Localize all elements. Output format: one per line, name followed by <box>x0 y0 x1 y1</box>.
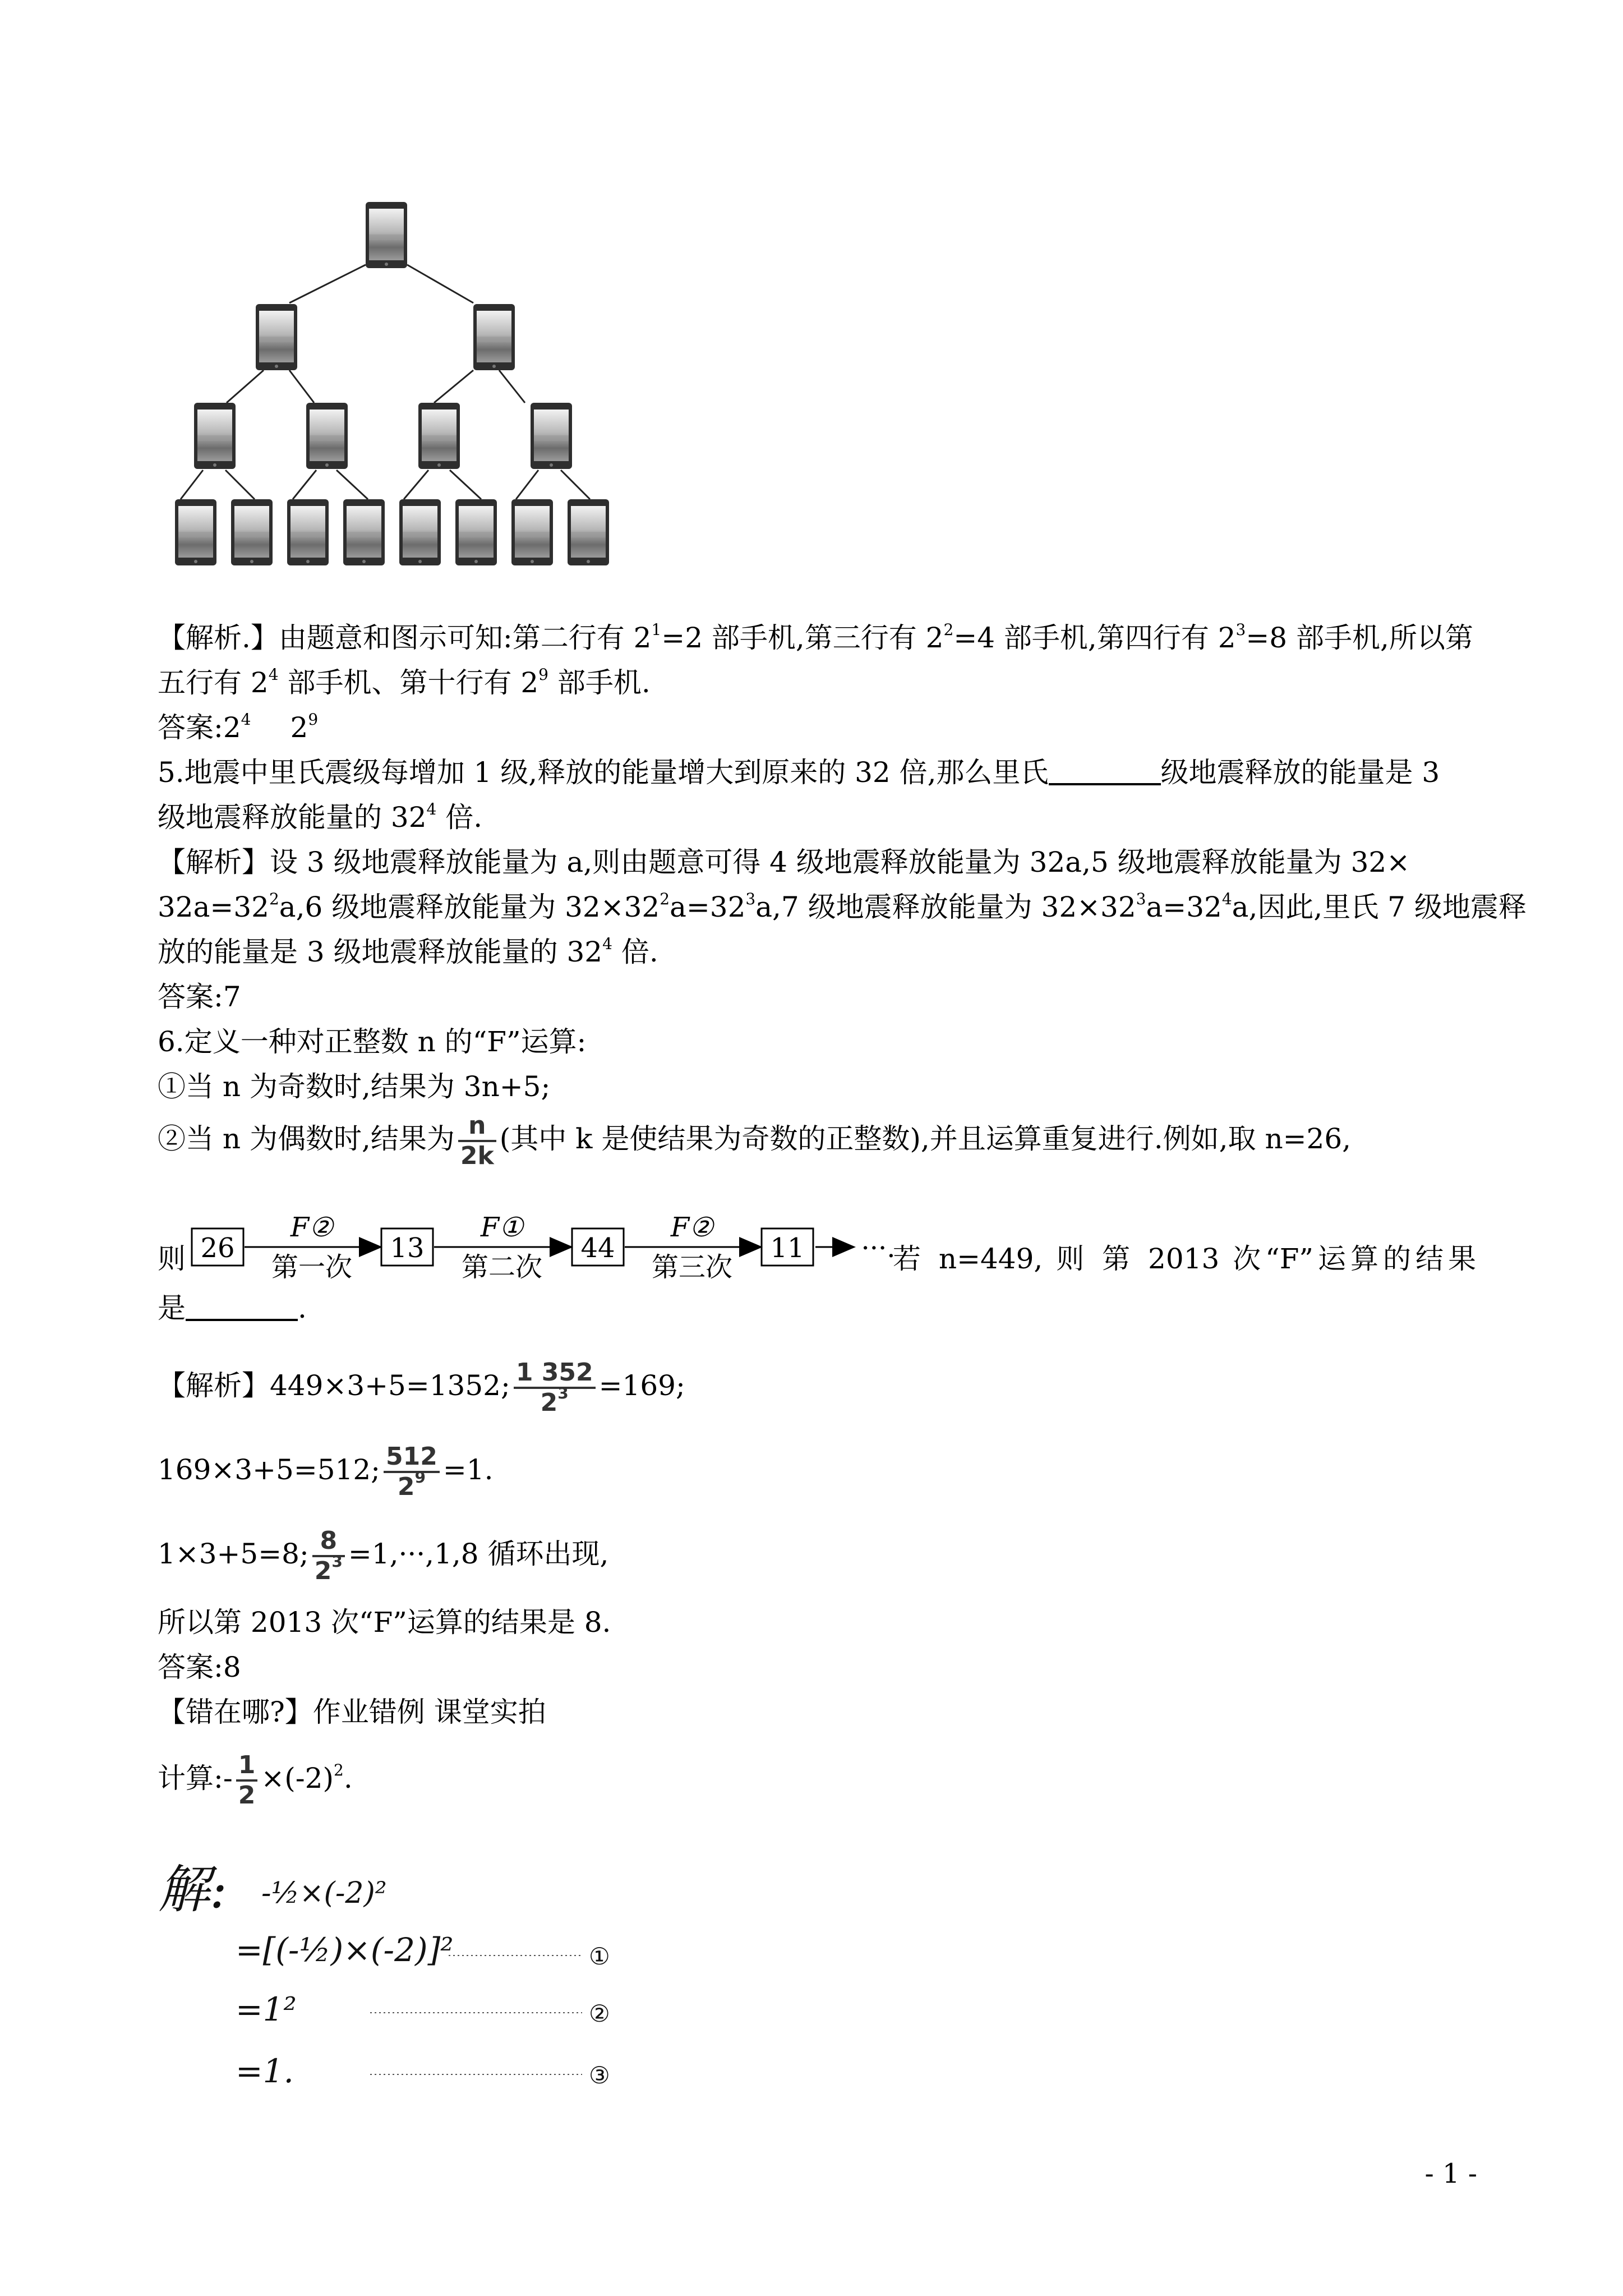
q6-rule-2: ②当 n 为偶数时,结果为 $\frac{n}{2k}$ (其中 k 是使结果为奇数的正整数),并且运算重复进行.例如,取 n=26, <box>158 1111 1352 1170</box>
fraction-one-half: $\frac{1}{2}$ <box>236 1751 258 1810</box>
q5-question-line-2: 级地震释放能量的 $32^4$ 倍. <box>158 800 483 834</box>
q6-analysis-line-2: 169×3+5=512; $\frac{512}{2^9}$ =1. <box>158 1442 494 1501</box>
q5-analysis-line-2: $32a=32^2a,6$ 级地震释放能量为 $32\times 32^2a=32^3a,7$ 级地震释放能量为 $32\times 32^3a=32^4a$,因此,里氏 7 级地震释 <box>158 890 1527 923</box>
q4-analysis-line-1: 【解析.】由题意和图示可知:第二行有 $2^1=2$ 部手机,第三行有 $2^2=4$ 部手机,第四行有 $2^3=8$ 部手机,所以第 <box>158 620 1473 654</box>
step-marker-2: ② <box>589 2000 610 2027</box>
flow-value-2: 13 <box>390 1232 425 1264</box>
flow-value-4: 11 <box>770 1232 805 1264</box>
q5-answer-blank <box>1049 758 1161 785</box>
flow-step-3: 第三次 <box>651 1251 733 1283</box>
q6-analysis-line-1: 【解析】449×3+5=1352; $\frac{1 352}{2^3}$ =169; <box>158 1358 685 1417</box>
q5-analysis-line-1: 【解析】设 3 级地震释放能量为 a,则由题意可得 4 级地震释放能量为 32a,5 级地震释放能量为 32× <box>158 846 1410 878</box>
fraction-512-over-2-pow-9: $\frac{512}{2^9}$ <box>384 1443 440 1501</box>
flow-ellipsis: ···. <box>861 1232 896 1264</box>
flow-op-1: F② <box>290 1212 334 1243</box>
q6-answer-blank <box>186 1294 298 1321</box>
step-marker-3: ③ <box>589 2062 610 2089</box>
q6-question-tail: 若 n=449, 则 第 2013 次“F”运算的结果 <box>893 1243 1476 1275</box>
handwritten-student-work <box>157 1851 645 2104</box>
q6-analysis-line-4: 所以第 2013 次“F”运算的结果是 8. <box>158 1606 611 1639</box>
flow-op-2: F① <box>480 1212 524 1243</box>
error-calc-prompt: 计算:- $\frac{1}{2}$ $\times(-2)^2$. <box>158 1751 353 1810</box>
handwritten-step-3: =1. <box>236 2052 294 2090</box>
q6-analysis-line-3: 1×3+5=8; $\frac{8}{2^3}$ =1,···,1,8 循环出现, <box>158 1526 609 1585</box>
error-section-heading: 【错在哪?】作业错例 课堂实拍 <box>158 1696 546 1728</box>
flow-step-2: 第二次 <box>461 1251 543 1283</box>
q6-answer: 答案:8 <box>158 1651 241 1683</box>
q5-question-line-1: 5.地震中里氏震级每增加 1 级,释放的能量增大到原来的 32 倍,那么里氏 级地震释放的能量是 3 <box>158 756 1440 789</box>
fraction-8-over-2-cubed: $\frac{8}{2^3}$ <box>312 1527 345 1585</box>
flow-value-3: 44 <box>580 1232 615 1264</box>
flow-step-1: 第一次 <box>271 1251 353 1283</box>
q6-rule-1: ①当 n 为奇数时,结果为 3n+5; <box>158 1070 551 1103</box>
f-operation-flow-diagram <box>191 1189 909 1285</box>
handwritten-expression: -½×(-2)² <box>261 1876 387 1910</box>
handwritten-step-2: =1² <box>236 1990 297 2028</box>
q6-ze: 则 <box>158 1243 186 1275</box>
q5-answer: 答案:7 <box>158 981 241 1013</box>
q6-intro: 6.定义一种对正整数 n 的“F”运算: <box>158 1025 587 1058</box>
q4-answer: 答案$:2^4$ $2^9$ <box>158 710 319 744</box>
handwritten-solve-label: 解: <box>158 1860 227 1920</box>
step-marker-1: ① <box>589 1943 610 1970</box>
q6-question-tail-2: 是 . <box>158 1292 307 1324</box>
fraction-1352-over-2-cubed: $\frac{1 352}{2^3}$ <box>514 1359 596 1417</box>
n-over-2k-fraction: $\frac{n}{2k}$ <box>458 1112 496 1170</box>
q4-analysis-line-2: 五行有 $2^4$ 部手机、第十行有 $2^9$ 部手机. <box>158 665 651 699</box>
q5-analysis-line-3: 放的能量是 3 级地震释放能量的 $32^4$ 倍. <box>158 935 658 968</box>
flow-value-1: 26 <box>200 1232 235 1264</box>
phone-tree-illustration <box>174 202 628 583</box>
page-number: - 1 - <box>1424 2158 1477 2189</box>
flow-op-3: F② <box>670 1212 714 1243</box>
handwritten-step-1: =[(-½)×(-2)]² <box>236 1931 454 1969</box>
